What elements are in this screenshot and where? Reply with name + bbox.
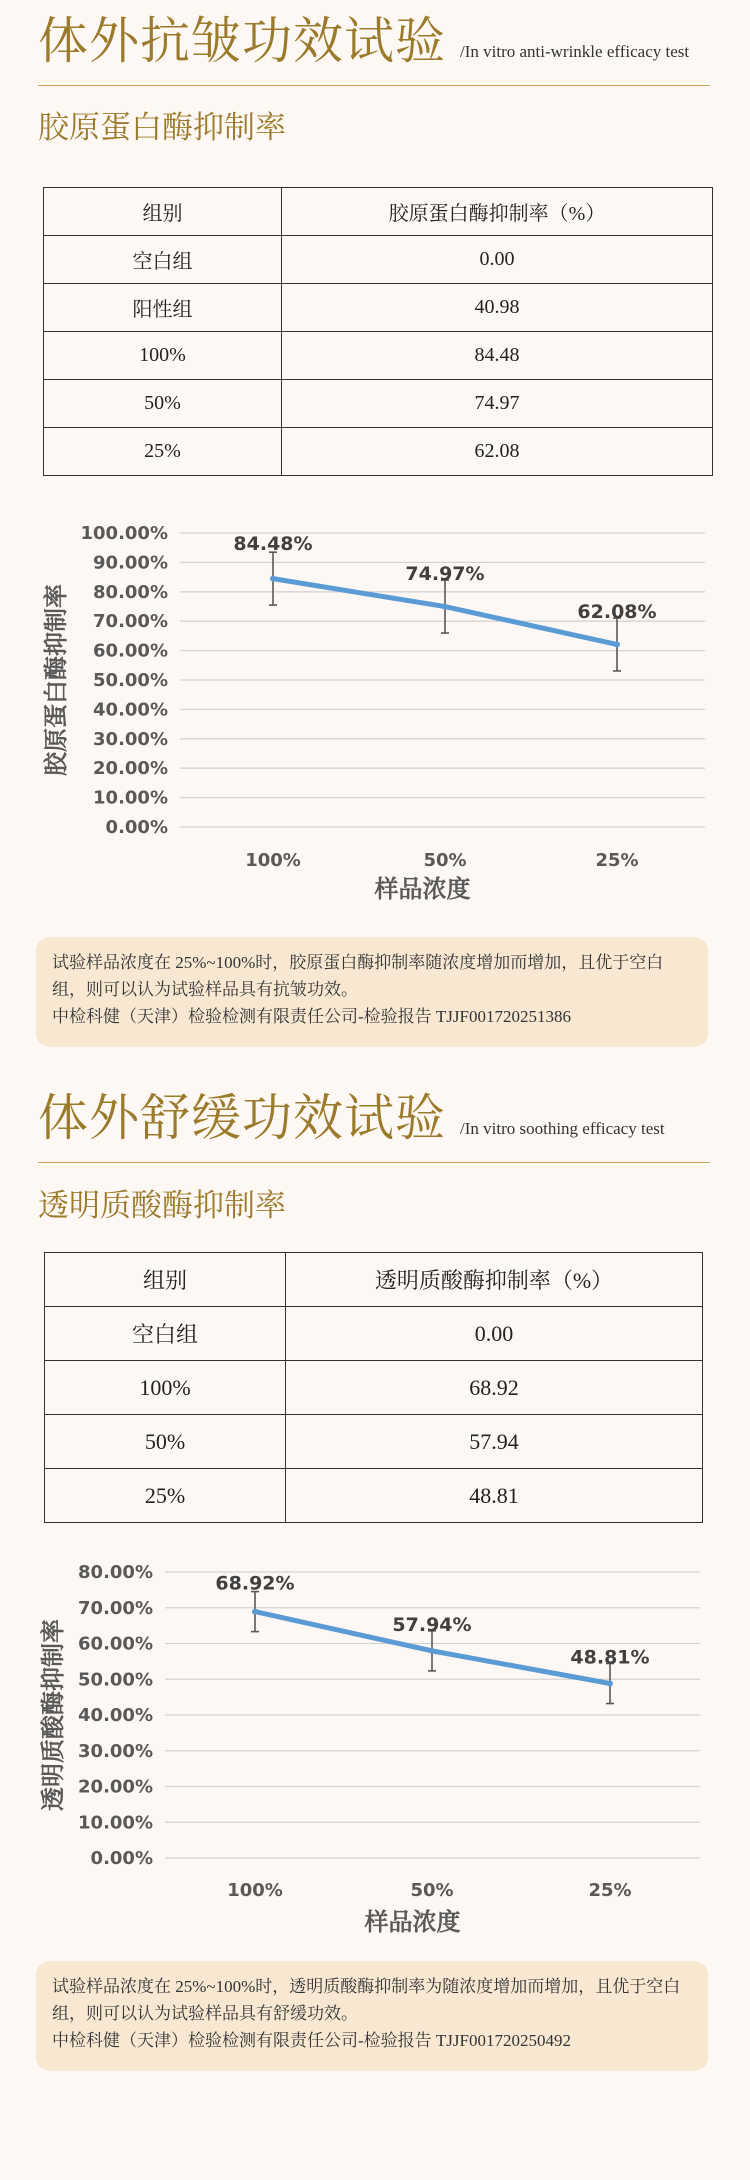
y-tick-label: 80.00% bbox=[93, 581, 168, 603]
y-tick-label: 70.00% bbox=[93, 611, 168, 633]
table-cell: 84.48 bbox=[282, 332, 713, 380]
section2-subtitle: 透明质酸酶抑制率 bbox=[38, 1188, 286, 1223]
table-row bbox=[44, 428, 713, 476]
table-header-row bbox=[44, 188, 713, 236]
section2-note bbox=[36, 1961, 708, 2071]
y-tick-label: 0.00% bbox=[105, 817, 168, 838]
table-row bbox=[44, 284, 713, 332]
data-point bbox=[252, 1609, 258, 1615]
y-tick-label: 30.00% bbox=[93, 728, 168, 750]
table-header-cell: 组别 bbox=[45, 1253, 286, 1307]
data-label: 84.48% bbox=[233, 533, 313, 556]
x-axis-title: 样品浓度 bbox=[364, 1908, 461, 1936]
y-tick-label: 90.00% bbox=[93, 552, 168, 574]
section1-note-source: 中检科健（天津）检验检测有限责任公司-检验报告 TJJF001720251386 bbox=[52, 1007, 571, 1026]
data-label: 68.92% bbox=[215, 1572, 295, 1595]
table-cell: 空白组 bbox=[45, 1307, 286, 1361]
y-tick-label: 60.00% bbox=[93, 640, 168, 662]
y-tick-label: 70.00% bbox=[78, 1597, 153, 1619]
hyaluronidase-table bbox=[44, 1252, 703, 1523]
y-tick-label: 50.00% bbox=[78, 1669, 153, 1691]
table-cell: 空白组 bbox=[44, 236, 282, 284]
section1-note-text: 试验样品浓度在 25%~100%时，胶原蛋白酶抑制率随浓度增加而增加，且优于空白组，则可以认为试验样品具有抗皱功效。 bbox=[52, 953, 664, 999]
data-point bbox=[270, 576, 276, 582]
x-tick-label: 25% bbox=[595, 850, 639, 871]
y-tick-label: 10.00% bbox=[93, 787, 168, 809]
table-cell: 阳性组 bbox=[44, 284, 282, 332]
section1-title: 体外抗皱功效试验 bbox=[38, 13, 446, 69]
table-cell: 25% bbox=[44, 428, 282, 476]
x-tick-label: 100% bbox=[227, 1880, 283, 1901]
x-tick-label: 50% bbox=[410, 1880, 454, 1901]
section1-divider bbox=[38, 85, 710, 86]
y-tick-label: 40.00% bbox=[78, 1705, 153, 1726]
collagenase-table bbox=[43, 187, 713, 476]
section2-title-en: /In vitro soothing efficacy test bbox=[460, 1119, 665, 1138]
y-axis-title: 胶原蛋白酶抑制率 bbox=[42, 584, 70, 776]
x-tick-label: 100% bbox=[245, 850, 301, 871]
table-cell: 100% bbox=[44, 332, 282, 380]
x-tick-label: 25% bbox=[588, 1880, 632, 1901]
table-header-row bbox=[45, 1253, 703, 1307]
table-cell: 48.81 bbox=[286, 1469, 703, 1523]
section2-note-source: 中检科健（天津）检验检测有限责任公司-检验报告 TJJF001720250492 bbox=[52, 2031, 571, 2050]
data-point bbox=[614, 641, 620, 647]
y-tick-label: 30.00% bbox=[78, 1740, 153, 1762]
table-row bbox=[44, 236, 713, 284]
table-cell: 50% bbox=[45, 1415, 286, 1469]
table-header-cell: 透明质酸酶抑制率（%） bbox=[286, 1253, 703, 1307]
table-cell: 0.00 bbox=[286, 1307, 703, 1361]
data-label: 57.94% bbox=[392, 1613, 472, 1636]
table-cell: 25% bbox=[45, 1469, 286, 1523]
table-row bbox=[45, 1361, 703, 1415]
y-axis-title: 透明质酸酶抑制率 bbox=[39, 1619, 67, 1811]
table-row bbox=[44, 332, 713, 380]
table-header-cell: 组别 bbox=[44, 188, 282, 236]
y-tick-label: 100.00% bbox=[80, 523, 168, 544]
y-tick-label: 80.00% bbox=[78, 1562, 153, 1583]
y-tick-label: 50.00% bbox=[93, 670, 168, 691]
y-tick-label: 40.00% bbox=[93, 699, 168, 721]
table-cell: 68.92 bbox=[286, 1361, 703, 1415]
section2-title: 体外舒缓功效试验 bbox=[38, 1090, 446, 1146]
section2-heading bbox=[38, 1090, 665, 1146]
y-tick-label: 10.00% bbox=[78, 1812, 153, 1834]
table-cell: 50% bbox=[44, 380, 282, 428]
y-tick-label: 20.00% bbox=[93, 758, 168, 780]
section1-title-en: /In vitro anti-wrinkle efficacy test bbox=[460, 42, 690, 61]
data-point bbox=[442, 604, 448, 610]
table-cell: 62.08 bbox=[282, 428, 713, 476]
table-cell: 100% bbox=[45, 1361, 286, 1415]
section1-note bbox=[36, 937, 708, 1047]
y-tick-label: 60.00% bbox=[78, 1633, 153, 1655]
section2-note-text: 试验样品浓度在 25%~100%时，透明质酸酶抑制率为随浓度增加而增加，且优于空白组，则可以认为试验样品具有舒缓功效。 bbox=[52, 1977, 681, 2023]
data-label: 48.81% bbox=[570, 1646, 650, 1669]
x-axis-title: 样品浓度 bbox=[374, 875, 471, 903]
data-label: 62.08% bbox=[577, 601, 657, 624]
section1-heading bbox=[38, 13, 690, 69]
section1-subtitle: 胶原蛋白酶抑制率 bbox=[38, 110, 286, 145]
table-cell: 57.94 bbox=[286, 1415, 703, 1469]
data-label: 74.97% bbox=[405, 563, 485, 586]
table-row bbox=[45, 1415, 703, 1469]
y-tick-label: 0.00% bbox=[90, 1848, 153, 1869]
data-point bbox=[607, 1681, 613, 1687]
y-tick-label: 20.00% bbox=[78, 1776, 153, 1798]
data-point bbox=[429, 1648, 435, 1654]
table-row bbox=[45, 1469, 703, 1523]
table-cell: 0.00 bbox=[282, 236, 713, 284]
collagenase-chart bbox=[0, 500, 750, 920]
table-cell: 74.97 bbox=[282, 380, 713, 428]
table-row bbox=[44, 380, 713, 428]
x-tick-label: 50% bbox=[423, 850, 467, 871]
table-header-cell: 胶原蛋白酶抑制率（%） bbox=[282, 188, 713, 236]
hyaluronidase-chart bbox=[0, 1550, 750, 1970]
table-row bbox=[45, 1307, 703, 1361]
section2-divider bbox=[38, 1162, 710, 1163]
table-cell: 40.98 bbox=[282, 284, 713, 332]
